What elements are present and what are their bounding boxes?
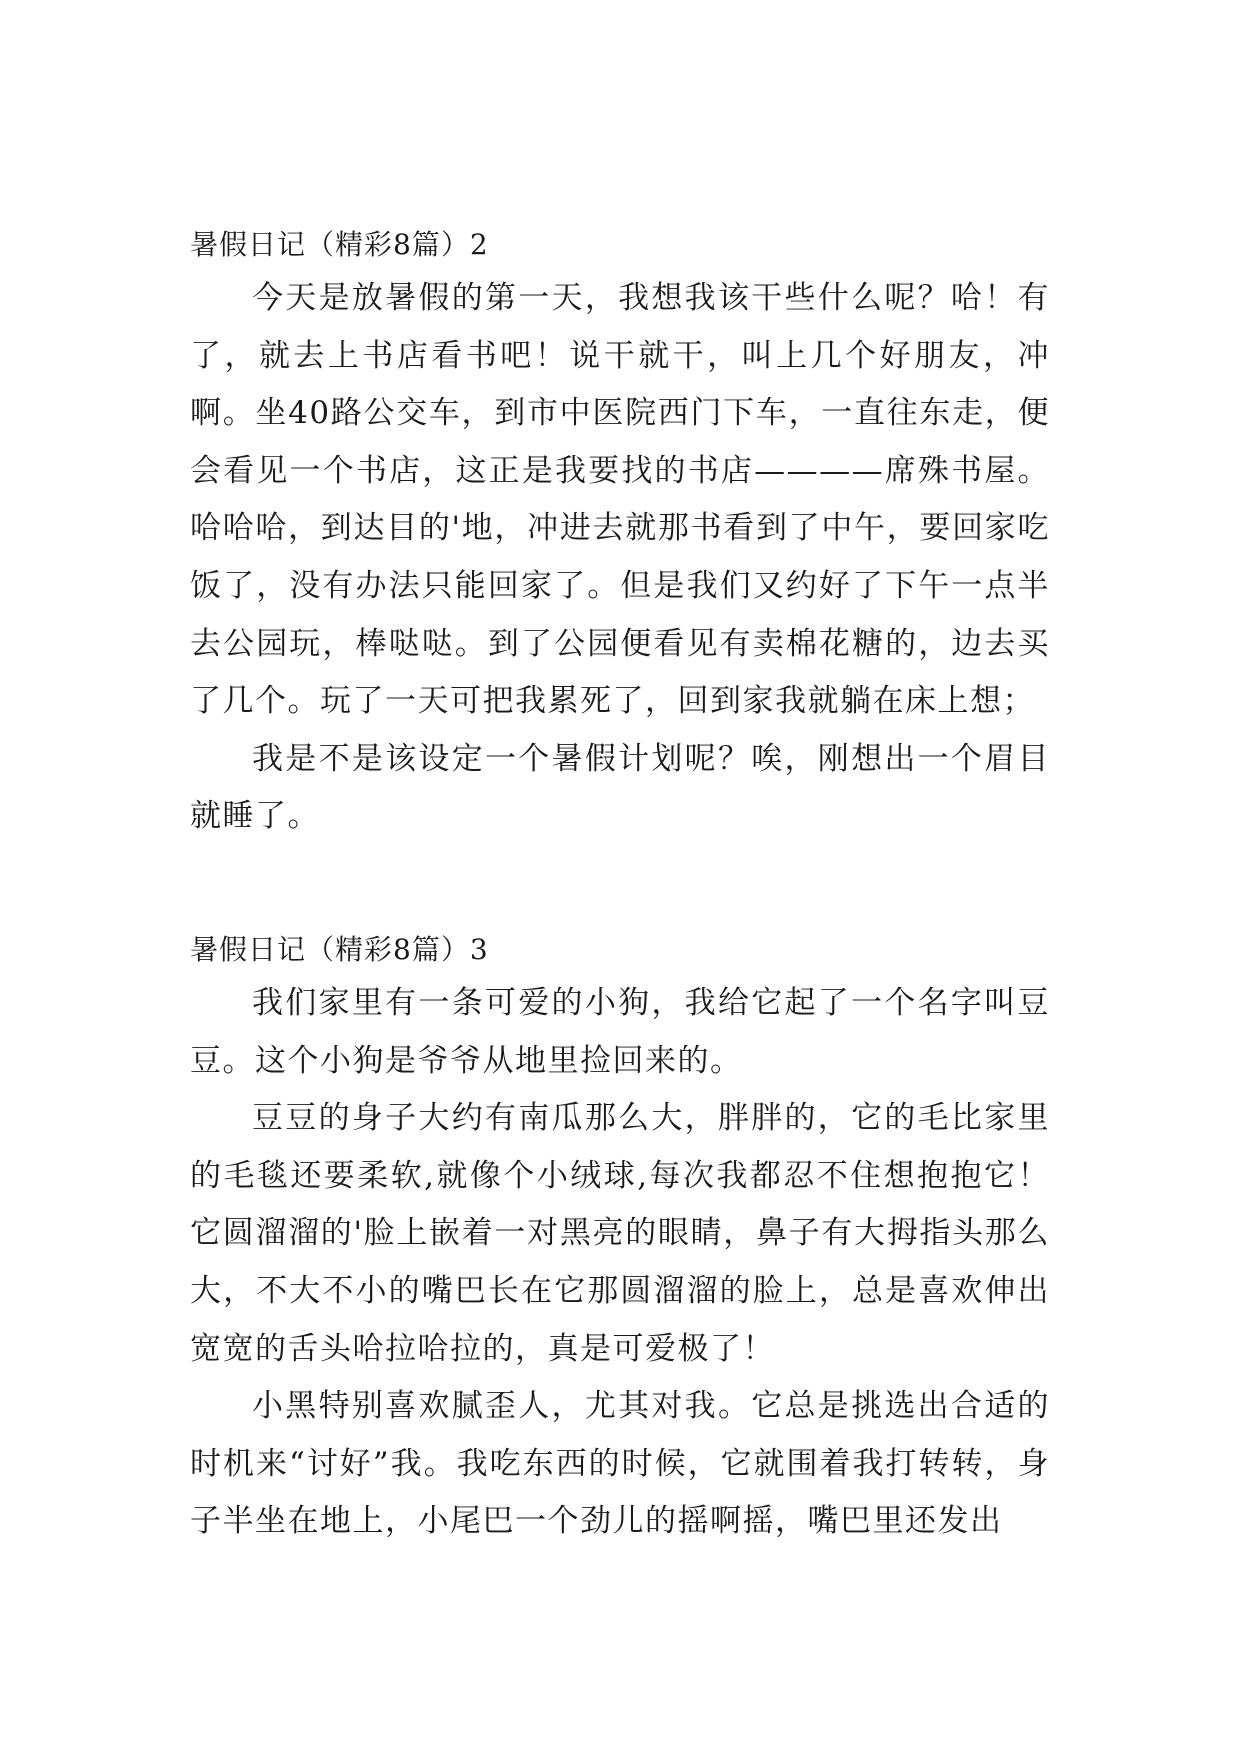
diary-entry-2: [190, 220, 1050, 846]
entry-heading: 暑假日记（精彩8篇）3: [190, 933, 489, 966]
entry-paragraph: 今天是放暑假的第一天，我想我该干些什么呢？哈！有了，就去上书店看书吧！说干就干，叫上几个好朋友，冲啊。坐40路公交车，到市中医院西门下车，一直往东走，便会看见一个书店，这正是我要找的书店————席殊书屋。哈哈哈，到达目的'地，冲进去就那书看到了中午，要回家吃饭了，没有办法只能回家了。但是我们又约好了下午一点半去公园玩，棒哒哒。到了公园便看见有卖棉花糖的，边去买了几个。玩了一天可把我累死了，回到家我就躺在床上想；: [190, 280, 1050, 720]
entry-paragraph: 小黑特别喜欢腻歪人，尤其对我。它总是挑选出合适的时机来“讨好”我。我吃东西的时候，它就围着我打转转，身子半坐在地上，小尾巴一个劲儿的摇啊摇，嘴巴里还发出: [190, 1388, 1050, 1540]
entry-paragraph: 我是不是该设定一个暑假计划呢？唉，刚想出一个眉目就睡了。: [190, 740, 1050, 835]
entry-heading: 暑假日记（精彩8篇）2: [190, 228, 489, 261]
entry-paragraph: 豆豆的身子大约有南瓜那么大，胖胖的，它的毛比家里的毛毯还要柔软,就像个小绒球,每次我都忍不住想抱抱它！它圆溜溜的'脸上嵌着一对黑亮的眼睛，鼻子有大拇指头那么大，不大不小的嘴巴长在它那圆溜溜的脸上，总是喜欢伸出宽宽的舌头哈拉哈拉的，真是可爱极了！: [190, 1100, 1050, 1367]
entry-paragraph: 我们家里有一条可爱的小狗，我给它起了一个名字叫豆豆。这个小狗是爷爷从地里捡回来的。: [190, 985, 1050, 1079]
diary-entry-3: [190, 925, 1050, 1551]
